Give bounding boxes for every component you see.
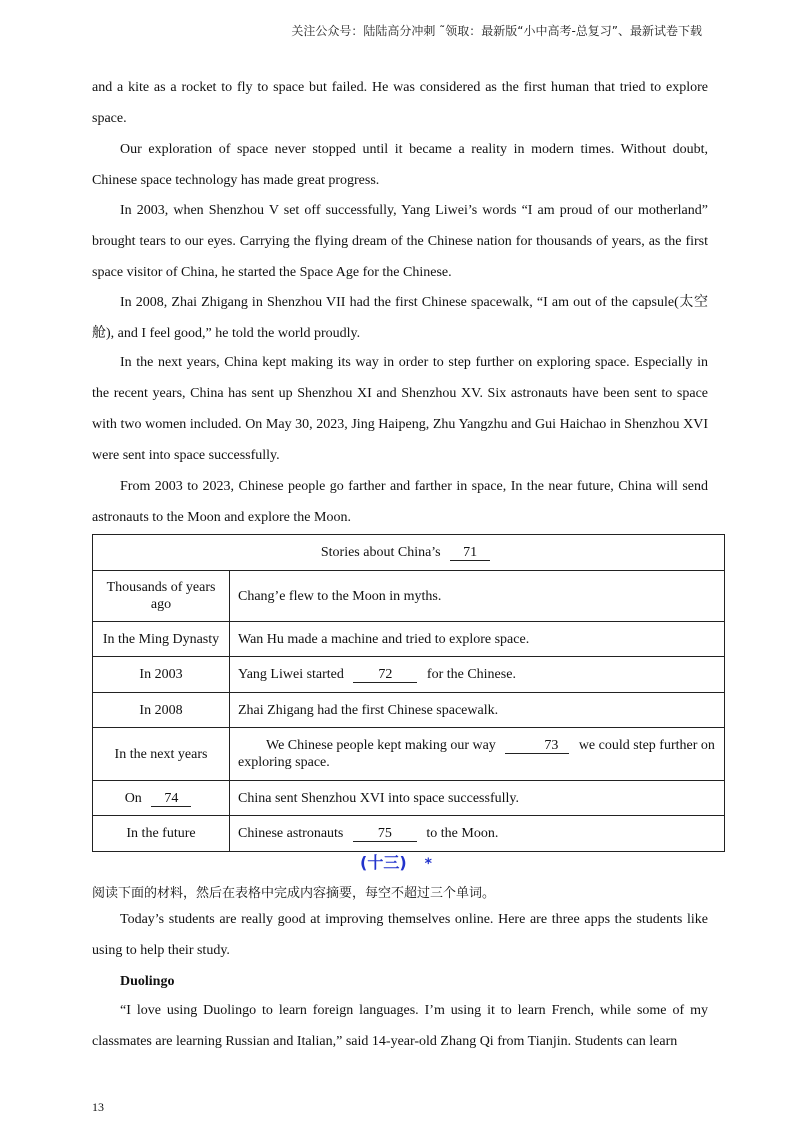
blank-75[interactable]: 75 — [353, 826, 417, 842]
app-heading: Duolingo — [120, 974, 175, 989]
row-event-post: we could step further on exploring space. — [238, 738, 715, 770]
row-event: Chang’e flew to the Moon in myths. — [230, 571, 725, 622]
row-time: Thousands of years ago — [93, 571, 230, 622]
blank-73[interactable]: 73 — [505, 738, 569, 754]
section-marker — [360, 850, 432, 873]
passage2-quote: “I love using Duolingo to learn foreign languages. I’m using it to learn French, while some of my classmates are learning Russian and Italian,” said 14-year-old Zhang Qi from Tianjin. Students can learn — [92, 1003, 708, 1049]
table-row — [93, 816, 725, 852]
row-event-pre: Chinese astronauts — [238, 826, 344, 841]
row-event: Zhai Zhigang had the first Chinese spacewalk. — [230, 693, 725, 728]
page-number: 13 — [92, 1100, 104, 1114]
summary-table — [92, 534, 725, 852]
row-time-pre: On — [124, 790, 142, 806]
blank-71[interactable]: 71 — [450, 545, 490, 561]
table-row — [93, 693, 725, 728]
star-icon: * — [424, 856, 432, 872]
table-row — [93, 657, 725, 693]
paragraph-3: In 2003, when Shenzhou V set off successfully, Yang Liwei’s words “I am proud of our motherland” brought tears to our eyes. Carrying the flying dream of the Chinese nation for thousands of years, as the first space visitor of China, he started the Space Age for the Chinese. — [92, 203, 708, 280]
paragraph-1: and a kite as a rocket to fly to space but failed. He was considered as the first human that tried to explore space. — [92, 80, 708, 126]
instruction-text: 阅读下面的材料，然后在表格中完成内容摘要，每空不超过三个单词。 — [92, 886, 496, 901]
row-time: In 2008 — [93, 693, 230, 728]
row-event — [230, 728, 725, 781]
row-time — [93, 781, 230, 816]
paragraph-6: From 2003 to 2023, Chinese people go farther and farther in space, In the near future, China will send astronauts to the Moon and explore the Moon. — [92, 479, 708, 525]
row-event-pre: Yang Liwei started — [238, 667, 344, 682]
row-event: Wan Hu made a machine and tried to explore space. — [230, 622, 725, 657]
table-row — [93, 571, 725, 622]
row-event — [230, 816, 725, 852]
blank-72[interactable]: 72 — [353, 667, 417, 683]
row-time: In the next years — [93, 728, 230, 781]
row-event: China sent Shenzhou XVI into space successfully. — [230, 781, 725, 816]
row-event-post: to the Moon. — [426, 826, 499, 841]
table-row — [93, 622, 725, 657]
paragraph-4: In 2008, Zhai Zhigang in Shenzhou VII had the first Chinese spacewalk, “I am out of the capsule(太空舱), and I feel good,” he told the world proudly. — [92, 295, 708, 341]
table-title-text: Stories about China’s — [320, 544, 441, 560]
blank-74[interactable]: 74 — [151, 791, 191, 807]
row-event-pre: We Chinese people kept making our way — [266, 738, 496, 753]
table-row — [93, 728, 725, 781]
table-title — [93, 535, 725, 571]
passage2-intro: Today’s students are really good at improving themselves online. Here are three apps the students like using to help their study. — [92, 912, 708, 958]
row-time: In the future — [93, 816, 230, 852]
row-time: In 2003 — [93, 657, 230, 693]
paragraph-2: Our exploration of space never stopped until it became a reality in modern times. Without doubt, Chinese space technology has made great progress. — [92, 142, 708, 188]
table-title-row — [93, 535, 725, 571]
row-event-post: for the Chinese. — [426, 667, 516, 682]
page-header: 关注公众号：陆陆高分冲刺 ˜领取：最新版“小中高考-总复习”、最新试卷下载 — [291, 24, 702, 38]
section-number: (十三) — [360, 853, 407, 872]
row-time: In the Ming Dynasty — [93, 622, 230, 657]
row-event — [230, 657, 725, 693]
table-row — [93, 781, 725, 816]
paragraph-5: In the next years, China kept making its way in order to step further on exploring space. Especially in the recent years, China has sent up Shenzhou XI and Shenzhou XV. Six astronauts have been sent to space with two women included. On May 30, 2023, Jing Haipeng, Zhu Yangzhu and Gui Haichao in Shenzhou XVI were sent into space successfully. — [92, 355, 708, 463]
